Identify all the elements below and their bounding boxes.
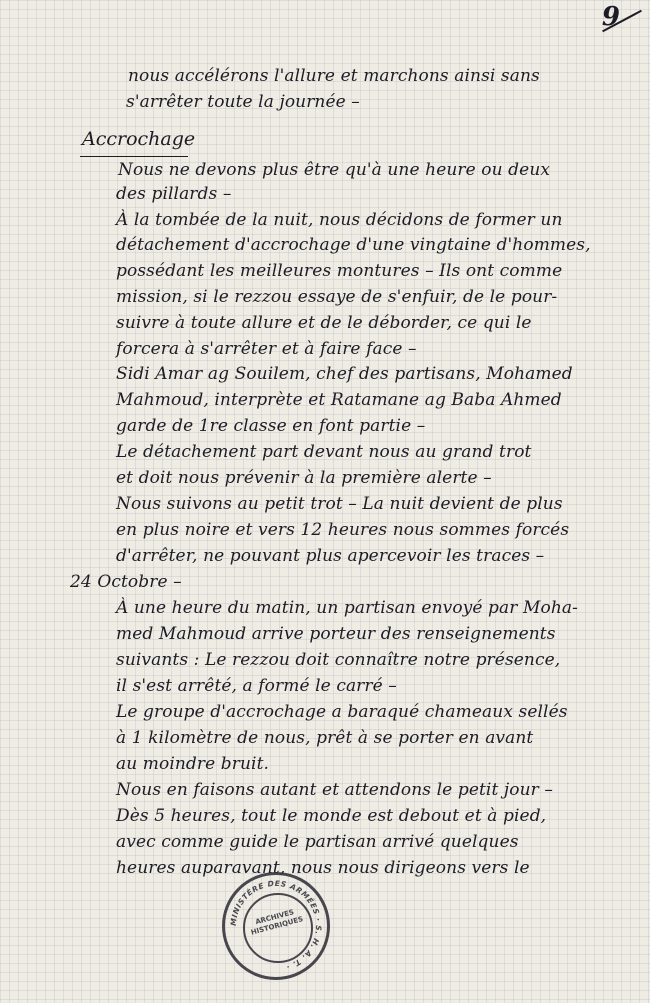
stamp-center-text: ARCHIVES HISTORIQUES <box>250 908 304 937</box>
section-heading: Accrochage <box>82 128 196 150</box>
body-line: Le groupe d'accrochage a baraqué chameaux sellés <box>116 702 568 722</box>
body-line: Nous suivons au petit trot – La nuit devient de plus <box>116 494 563 514</box>
body-line: Le détachement part devant nous au grand trot <box>116 442 532 462</box>
stamp-ring-text: MINISTÈRE DES ARMÉES · S. H. A. T. · <box>228 878 324 972</box>
body-line: suivants : Le rezzou doit connaître notre présence, <box>116 650 561 670</box>
body-line: détachement d'accrochage d'une vingtaine d'hommes, <box>116 235 591 255</box>
body-line: Mahmoud, interprète et Ratamane ag Baba Ahmed <box>116 390 562 410</box>
page-number: 9 <box>601 2 620 32</box>
body-line: À la tombée de la nuit, nous décidons de former un <box>116 210 563 230</box>
body-line: à 1 kilomètre de nous, prêt à se porter en avant <box>116 728 534 748</box>
body-line: Nous en faisons autant et attendons le petit jour – <box>116 780 553 800</box>
body-line: garde de 1re classe en font partie – <box>116 416 426 436</box>
body-line: il s'est arrêté, a formé le carré – <box>116 676 397 696</box>
body-line: mission, si le rezzou essaye de s'enfuir, de le pour- <box>116 287 558 307</box>
body-line: heures auparavant, nous nous dirigeons vers le <box>116 858 530 878</box>
intro-line: nous accélérons l'allure et marchons ainsi sans <box>128 66 540 86</box>
body-line: Dès 5 heures, tout le monde est debout et à pied, <box>116 806 547 826</box>
body-line: des pillards – <box>116 184 232 204</box>
body-line: Sidi Amar ag Souilem, chef des partisans, Mohamed <box>116 364 573 384</box>
body-line: À une heure du matin, un partisan envoyé par Moha- <box>116 598 578 618</box>
body-line: Nous ne devons plus être qu'à une heure ou deux <box>118 160 551 180</box>
body-line: suivre à toute allure et de le déborder, ce qui le <box>116 313 532 333</box>
body-line: au moindre bruit. <box>116 754 270 774</box>
body-line: med Mahmoud arrive porteur des renseignements <box>116 624 556 644</box>
body-line: avec comme guide le partisan arrivé quelques <box>116 832 519 852</box>
section-heading-underline <box>80 156 188 157</box>
intro-line: s'arrêter toute la journée – <box>126 92 360 112</box>
body-line: et doit nous prévenir à la première alerte – <box>116 468 492 488</box>
archive-stamp <box>222 872 330 980</box>
body-line: possédant les meilleures montures – Ils ont comme <box>116 261 563 281</box>
body-line: d'arrêter, ne pouvant plus apercevoir les traces – <box>116 546 545 566</box>
body-line: en plus noire et vers 12 heures nous sommes forcés <box>116 520 570 540</box>
body-line: forcera à s'arrêter et à faire face – <box>116 339 417 359</box>
date-heading: 24 Octobre – <box>70 572 182 592</box>
